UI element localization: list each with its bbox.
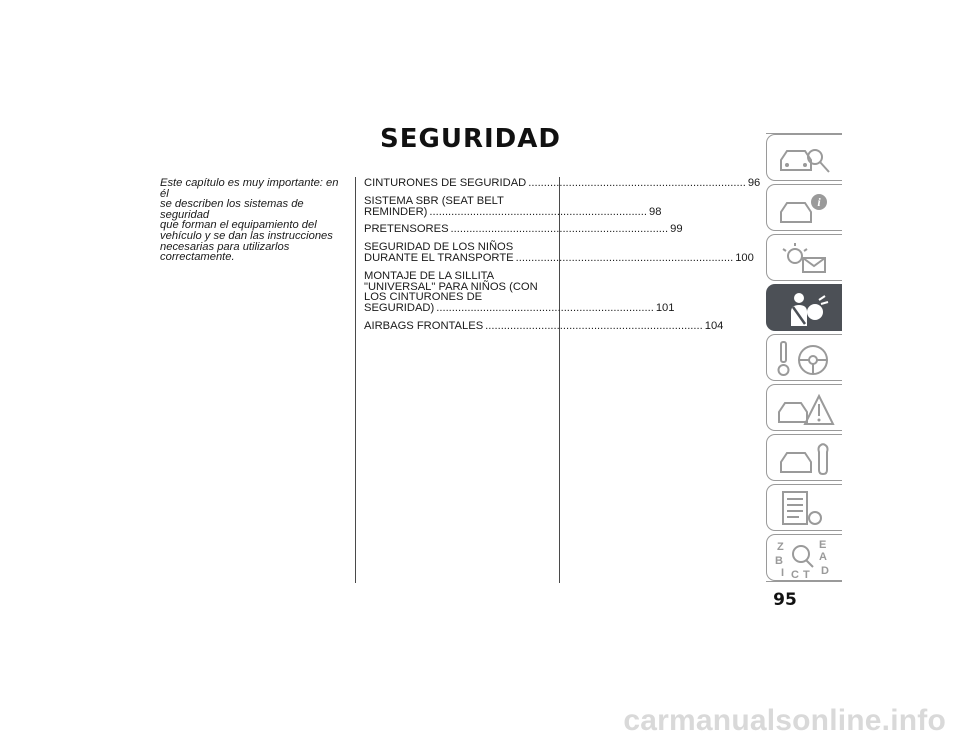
toc-page-number: 99 (670, 223, 683, 236)
data-sheet-icon (775, 490, 837, 528)
car-breakdown-triangle-icon (775, 390, 837, 428)
toc-entry-title: MONTAJE DE LA SILLITA (364, 269, 495, 282)
toc-leader-dots: ...................................................................... (436, 302, 654, 315)
tab-emergency[interactable] (766, 384, 842, 431)
index-letter: I (781, 567, 785, 579)
toc-entry-title: SISTEMA SBR (SEAT BELT (364, 194, 504, 207)
tab-technical-data[interactable] (766, 484, 842, 531)
toc-entry-title: PRETENSORES (364, 223, 449, 236)
tab-vehicle-knowledge[interactable] (766, 184, 842, 231)
toc-entry-title: AIRBAGS FRONTALES (364, 319, 484, 332)
index-letter: T (803, 569, 810, 581)
index-letter: C (791, 569, 799, 581)
toc-leader-dots: ...................................................................... (515, 251, 734, 264)
svg-text:i: i (817, 195, 821, 209)
warning-light-envelope-icon (775, 240, 837, 278)
index-letter: E (819, 539, 827, 551)
tab-vehicle-overview[interactable] (766, 134, 842, 181)
toc-entry[interactable] (364, 177, 761, 189)
tab-safety[interactable] (766, 284, 842, 331)
toc-page-number: 96 (747, 177, 761, 189)
car-magnifier-icon (775, 140, 837, 178)
tab-dashboard-warnings[interactable] (766, 234, 842, 281)
intro-line: se describen los sistemas de seguridad (160, 198, 304, 221)
toc-leader-dots: ...................................................................... (485, 319, 703, 332)
column-divider-right (559, 177, 560, 583)
toc-entry-title: CINTURONES DE SEGURIDAD (364, 177, 527, 189)
page-number: 95 (773, 590, 797, 610)
airbag-seatbelt-icon (775, 290, 837, 328)
index-letter: A (819, 551, 827, 563)
table-of-contents (364, 177, 761, 339)
toc-page-number: 98 (648, 205, 662, 218)
column-divider-left (355, 177, 356, 583)
intro-text (160, 178, 350, 263)
intro-line: Este capítulo es muy importante: en él (160, 177, 339, 200)
watermark: carmanualsonline.info (623, 704, 946, 737)
toc-leader-dots: ...................................................................... (429, 205, 647, 218)
toc-leader-dots: ...................................................................... (528, 177, 746, 189)
index-letter: Z (777, 541, 784, 553)
toc-leader-dots: ...................................................................... (450, 223, 669, 236)
car-wrench-icon (775, 440, 837, 478)
intro-line: vehículo y se dan las instrucciones (160, 229, 333, 242)
index-letter: B (775, 555, 783, 567)
intro-line: que forman el equipamiento del (160, 219, 317, 232)
tab-maintenance[interactable] (766, 434, 842, 481)
toc-entry[interactable] (364, 194, 662, 218)
toc-entry[interactable] (364, 241, 754, 264)
toc-entry[interactable] (364, 269, 675, 315)
intro-line: correctamente. (160, 251, 235, 264)
key-steering-wheel-icon (775, 340, 837, 378)
tab-index[interactable] (766, 534, 842, 581)
toc-entry-title: REMINDER) (364, 205, 428, 218)
page-title: SEGURIDAD (380, 124, 561, 154)
alphabetical-index-icon (775, 539, 837, 581)
tab-starting-driving[interactable] (766, 334, 842, 381)
toc-entry[interactable] (364, 319, 724, 332)
toc-entry-title: SEGURIDAD DE LOS NIÑOS (364, 241, 514, 254)
toc-entry[interactable] (364, 223, 683, 236)
toc-page-number: 104 (704, 319, 724, 332)
toc-entry-title: SEGURIDAD) (364, 302, 435, 315)
toc-entry-title: DURANTE EL TRANSPORTE (364, 251, 514, 264)
toc-entry-title: LOS CINTURONES DE (364, 291, 483, 304)
tab-separator (766, 581, 842, 582)
toc-page-number: 100 (735, 251, 754, 264)
index-letter: D (821, 565, 829, 577)
car-info-icon (775, 190, 837, 228)
intro-line: necesarias para utilizarlos (160, 240, 290, 253)
toc-page-number: 101 (655, 302, 675, 315)
toc-entry-title: "UNIVERSAL" PARA NIÑOS (CON (364, 280, 538, 293)
